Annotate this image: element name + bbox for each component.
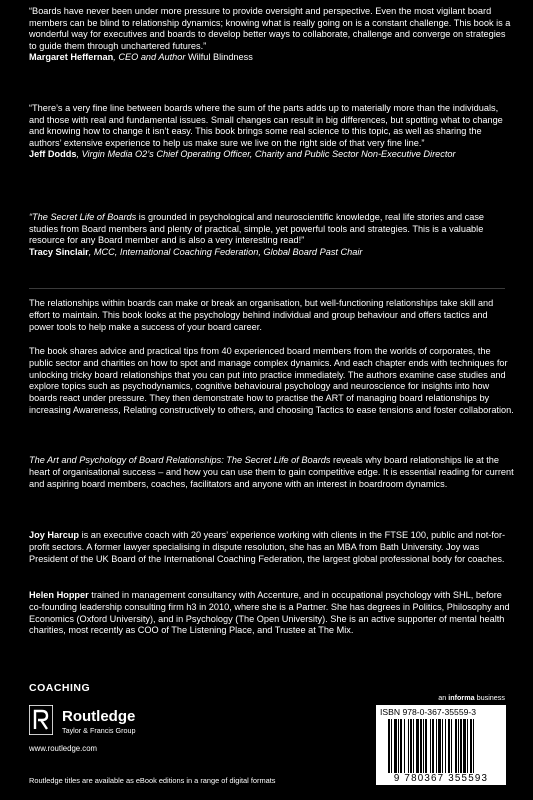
description-paragraph: The relationships within boards can make or break an organisation, but well-functioning relationships take skill and effort to maintain. This book looks at the psychology behind individual and group behaviour and offers tactics and power tools to help make a success of your board career. [29, 298, 494, 332]
testimonial-quote-text: is grounded in psychological and neuroscientific knowledge, real life stories and case studies from Board members and plenty of practical, simple, yet powerful tools and strategies. This is a valuable resource for any Board member and is also a very interesting read!” [29, 212, 485, 246]
author-name: Joy Harcup [29, 530, 80, 540]
publisher-group: Taylor & Francis Group [62, 726, 136, 735]
author-name: Helen Hopper [29, 590, 89, 600]
testimonial-quote: “There’s a very fine line between boards where the sum of the parts adds up to materially more than the individuals, and those with real and fundamental issues. Small changes can result in big differences, but spotting what to change and knowing how to change it isn’t easy. This book brings some real science to this topic, as well as sharing the authors’ extensive experience to help us make sure we live on the right side of that very fine line.” [29, 103, 503, 148]
barcode-bar [391, 719, 392, 773]
testimonial-name: Tracy Sinclair [29, 246, 89, 257]
testimonial-name: Jeff Dodds [29, 149, 77, 160]
author-bio-1 [29, 530, 514, 565]
description-paragraph [29, 455, 514, 490]
testimonial-3 [29, 212, 514, 258]
barcode-bar [442, 719, 443, 773]
barcode-number: 9 780367 355593 [393, 773, 489, 784]
barcode-bar [463, 719, 466, 773]
barcode-bar [470, 719, 472, 773]
barcode-bar [423, 719, 424, 773]
barcode-bar [473, 719, 474, 773]
barcode-bar [430, 719, 431, 773]
description-p2 [29, 346, 514, 417]
informa-suffix: business [474, 693, 505, 702]
description-paragraph: The book shares advice and practical tips from 40 experienced board members from the worlds of corporates, the public sector and charities on how to spot and manage complex dynamics. And each chapter ends with techniques for unlocking tricky board relationships that you can put into practice immediately. The authors examine case studies and explore topics such as psychodynamics, cognitive behavioural psychology and neuroscience for insights into how boards react under pressure. They then demonstrate how to practise the ART of managing board relationships by increasing Awareness, Relating constructively to others, and choosing Tactics to ease tensions and foster collaboration. [29, 346, 514, 415]
testimonial-attribution [29, 52, 514, 64]
author-bio-text: is an executive coach with 20 years’ experience working with clients in the FTSE 100, public and not-for-profit sectors. A former lawyer specialising in dispute resolution, she has an MBA from Bath University. Joy was President of the UK Board of the International Coaching Federation, the largest global professional body for coaches. [29, 530, 506, 564]
barcode-bar [451, 719, 452, 773]
barcode-bar [455, 719, 457, 773]
barcode-bar [432, 719, 434, 773]
testimonial-2 [29, 103, 514, 161]
testimonial-attribution [29, 247, 514, 259]
divider [29, 288, 505, 289]
informa-prefix: an [438, 693, 449, 702]
barcode-bar [460, 719, 462, 773]
testimonial-attribution [29, 149, 514, 161]
testimonial-role-book: Wilful Blindness [185, 52, 253, 63]
testimonial-role: , CEO and Author [113, 52, 186, 63]
description-p3 [29, 455, 514, 490]
testimonial-1 [29, 6, 514, 64]
barcode-bar [448, 719, 450, 773]
barcode-bar [394, 719, 397, 773]
book-title: The Art and Psychology of Board Relationships: The Secret Life of Boards [29, 455, 331, 465]
barcode-bar [436, 719, 437, 773]
barcode-bar [467, 719, 468, 773]
barcode-bar [398, 719, 399, 773]
barcode-bar [388, 719, 390, 773]
description-text: reveals why board relationships lie at the heart of organisational success – and how you can use them to gain competitive edge. It is essential reading for current and aspiring board members, coaches, facilitators and anyone with an interest in boardroom dynamics. [29, 455, 514, 489]
barcode-panel [376, 705, 506, 785]
testimonial-role: , Virgin Media O2’s Chief Operating Officer, Charity and Public Sector Non-Executive Director [76, 149, 456, 160]
testimonial-book-title: “The Secret Life of Boards [29, 212, 137, 222]
author-bio-2 [29, 590, 514, 637]
barcode-bar [400, 719, 402, 773]
barcode-bar [445, 719, 446, 773]
barcode-bar [404, 719, 405, 773]
description-p1 [29, 298, 514, 333]
author-bio [29, 590, 514, 637]
testimonial-name: Margaret Heffernan [29, 52, 114, 63]
isbn-label: ISBN 978-0-367-35559-3 [380, 707, 477, 717]
author-bio [29, 530, 514, 565]
ebook-note: Routledge titles are available as eBook editions in a range of digital formats [29, 776, 276, 785]
barcode-bar [410, 719, 412, 773]
informa-name: informa [448, 693, 475, 702]
barcode-bar [425, 719, 427, 773]
barcode-bar [438, 719, 441, 773]
informa-business-label [438, 693, 505, 702]
author-bio-text: trained in management consultancy with Accenture, and in occupational psychology with SHL, before co-founding leadership consulting firm h3 in 2010, where she is a Partner. She has degrees in Politics, Philosophy and Economics (Oxford University), and in Psychology (The Open University). She is an active supporter of mental health charities, most recently as COO of The Listening Place, and Trustee at The Mix. [29, 590, 510, 636]
category-label: COACHING [29, 682, 91, 694]
barcode-icon [388, 719, 500, 775]
publisher-name: Routledge [62, 708, 136, 725]
routledge-logo-icon [29, 705, 53, 735]
publisher-logo [29, 705, 229, 741]
barcode-bar [458, 719, 459, 773]
barcode-bar [413, 719, 414, 773]
testimonial-quote [29, 212, 514, 247]
testimonial-role: , MCC, International Coaching Federation, Global Board Past Chair [88, 246, 363, 257]
barcode-bar [416, 719, 419, 773]
barcode-bar [420, 719, 422, 773]
testimonial-quote: “Boards have never been under more pressure to provide oversight and perspective. Even the most vigilant board members can be blind to relationship dynamics; knowing what is really going on is a constant challenge. This book is a wonderful way for executives and boards to develop better ways to collaborate, challenge and converge on strategies to guide them through unchartered futures.” [29, 6, 511, 51]
publisher-url: www.routledge.com [29, 744, 98, 753]
barcode-bar [408, 719, 409, 773]
